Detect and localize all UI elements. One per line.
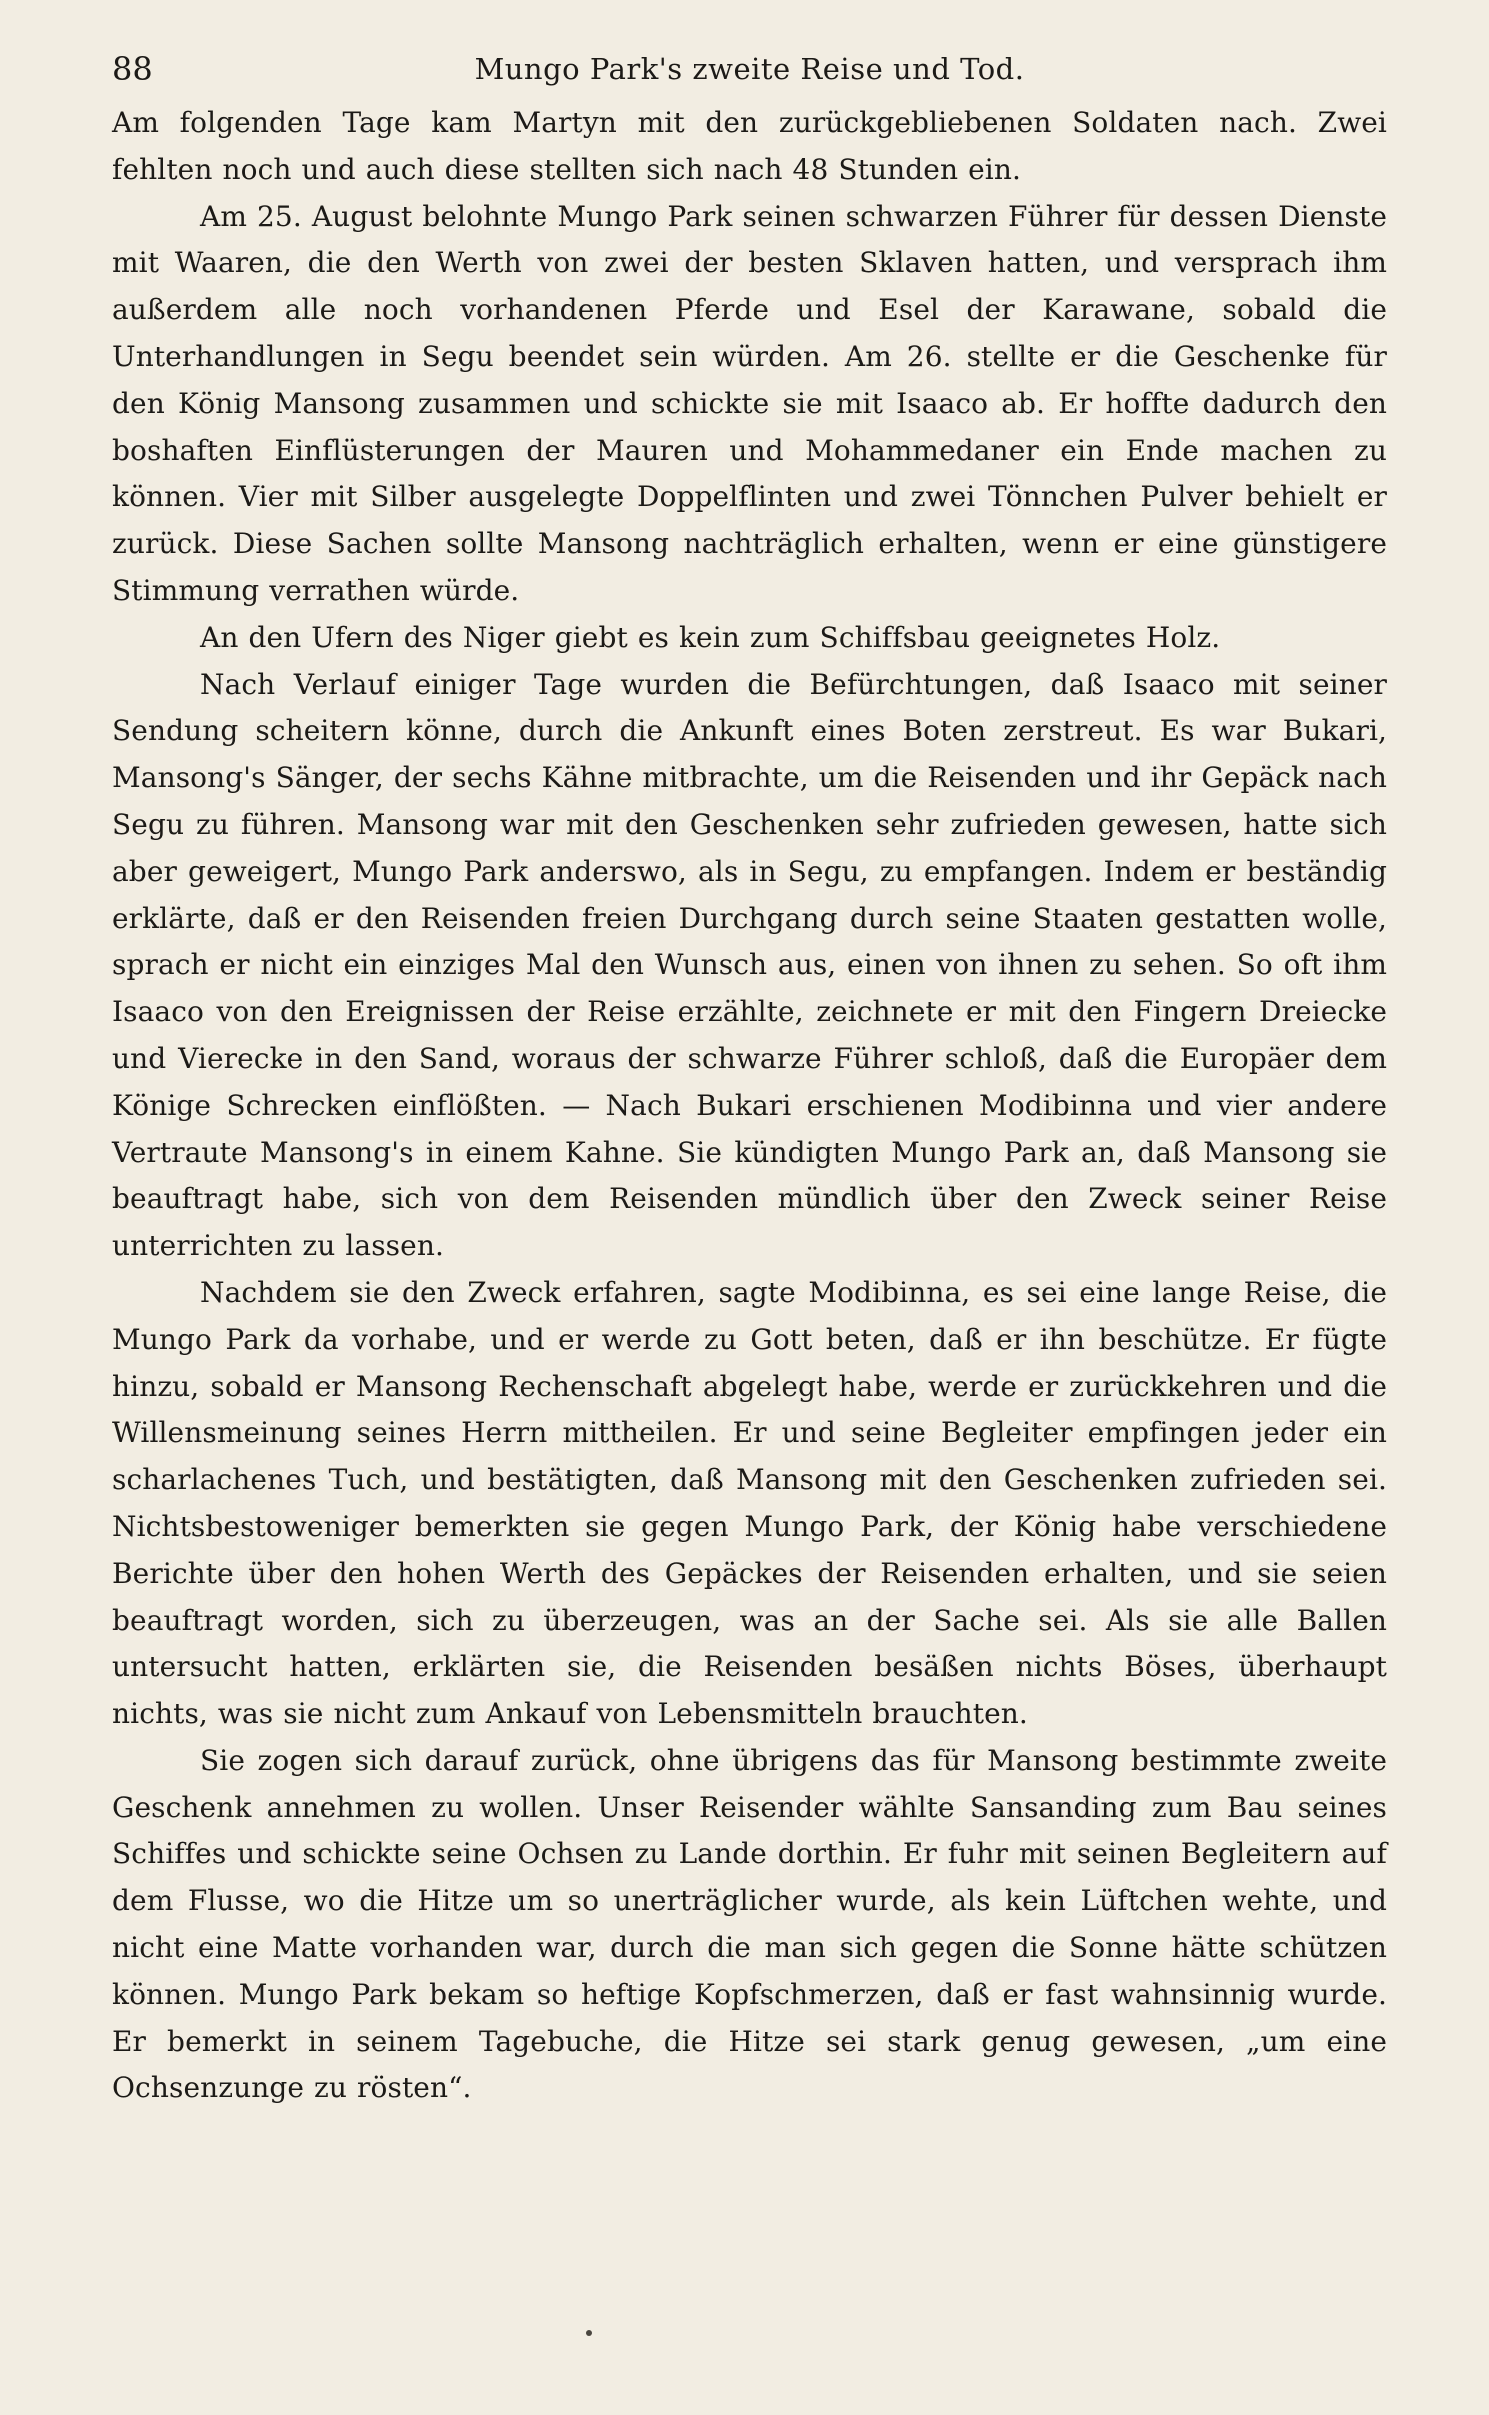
paragraph-1: Am folgenden Tage kam Martyn mit den zurückgebliebenen Soldaten nach. Zwei fehlten noch und auch diese stellten sich nach 48 Stunden ein. [112,106,1387,186]
paragraph-6: Sie zogen sich darauf zurück, ohne übrigens das für Mansong bestimmte zweite Geschenk annehmen zu wollen. Unser Reisender wählte Sansanding zum Bau seines Schiffes und schickte seine Ochsen zu Lande dorthin. Er fuhr mit seinen Begleitern auf dem Flusse, wo die Hitze um so unerträglicher wurde, als kein Lüftchen wehte, und nicht eine Matte vorhanden war, durch die man sich gegen die Sonne hätte schützen können. Mungo Park bekam so heftige Kopfschmerzen, daß er fast wahnsinnig wurde. Er bemerkt in seinem Tagebuche, die Hitze sei stark genug gewesen, „um eine Ochsenzunge zu rösten“. [112,1743,1387,2105]
paragraph-4: Nach Verlauf einiger Tage wurden die Befürchtungen, daß Isaaco mit seiner Sendung scheitern könne, durch die Ankunft eines Boten zerstreut. Es war Bukari, Mansong's Sänger, der sechs Kähne mitbrachte, um die Reisenden und ihr Gepäck nach Segu zu führen. Mansong war mit den Geschenken sehr zufrieden gewesen, hatte sich aber geweigert, Mungo Park anderswo, als in Segu, zu empfangen. Indem er beständig erklärte, daß er den Reisenden freien Durchgang durch seine Staaten gestatten wolle, sprach er nicht ein einziges Mal den Wunsch aus, einen von ihnen zu sehen. So oft ihm Isaaco von den Ereignissen der Reise erzählte, zeichnete er mit den Fingern Dreiecke und Vierecke in den Sand, woraus der schwarze Führer schloß, daß die Europäer dem Könige Schrecken einflößten. — Nach Bukari erschienen Modibinna und vier andere Vertraute Mansong's in einem Kahne. Sie kündigten Mungo Park an, daß Mansong sie beauftragt habe, sich von dem Reisenden mündlich über den Zweck seiner Reise unterrichten zu lassen. [112,667,1387,1263]
paragraph-2: Am 25. August belohnte Mungo Park seinen schwarzen Führer für dessen Dienste mit Waaren, die den Werth von zwei der besten Sklaven hatten, und versprach ihm außerdem alle noch vorhandenen Pferde und Esel der Karawane, sobald die Unterhandlungen in Segu beendet sein würden. Am 26. stellte er die Geschenke für den König Mansong zusammen und schickte sie mit Isaaco ab. Er hoffte dadurch den boshaften Einflüsterungen der Mauren und Mohammedaner ein Ende machen zu können. Vier mit Silber ausgelegte Doppelflinten und zwei Tönnchen Pulver behielt er zurück. Diese Sachen sollte Mansong nachträglich erhalten, wenn er eine günstigere Stimmung verrathen würde. [112,199,1387,607]
running-head: Mungo Park's zweite Reise und Tod. [474,52,1025,86]
page-number: 88 [112,50,153,88]
ink-speck [586,2330,592,2336]
page-header [112,44,1387,94]
text-body [112,100,1387,2112]
paragraph-3: An den Ufern des Niger giebt es kein zum Schiffsbau geeignetes Holz. [200,620,1221,654]
paragraph-5: Nachdem sie den Zweck erfahren, sagte Modibinna, es sei eine lange Reise, die Mungo Park da vorhabe, und er werde zu Gott beten, daß er ihn beschütze. Er fügte hinzu, sobald er Mansong Rechenschaft abgelegt habe, werde er zurückkehren und die Willensmeinung seines Herrn mittheilen. Er und seine Begleiter empfingen jeder ein scharlachenes Tuch, und bestätigten, daß Mansong mit den Geschenken zufrieden sei. Nichtsbestoweniger bemerkten sie gegen Mungo Park, der König habe verschiedene Berichte über den hohen Werth des Gepäckes der Reisenden erhalten, und sie seien beauftragt worden, sich zu überzeugen, was an der Sache sei. Als sie alle Ballen untersucht hatten, erklärten sie, die Reisenden besäßen nichts Böses, überhaupt nichts, was sie nicht zum Ankauf von Lebensmitteln brauchten. [112,1275,1387,1731]
